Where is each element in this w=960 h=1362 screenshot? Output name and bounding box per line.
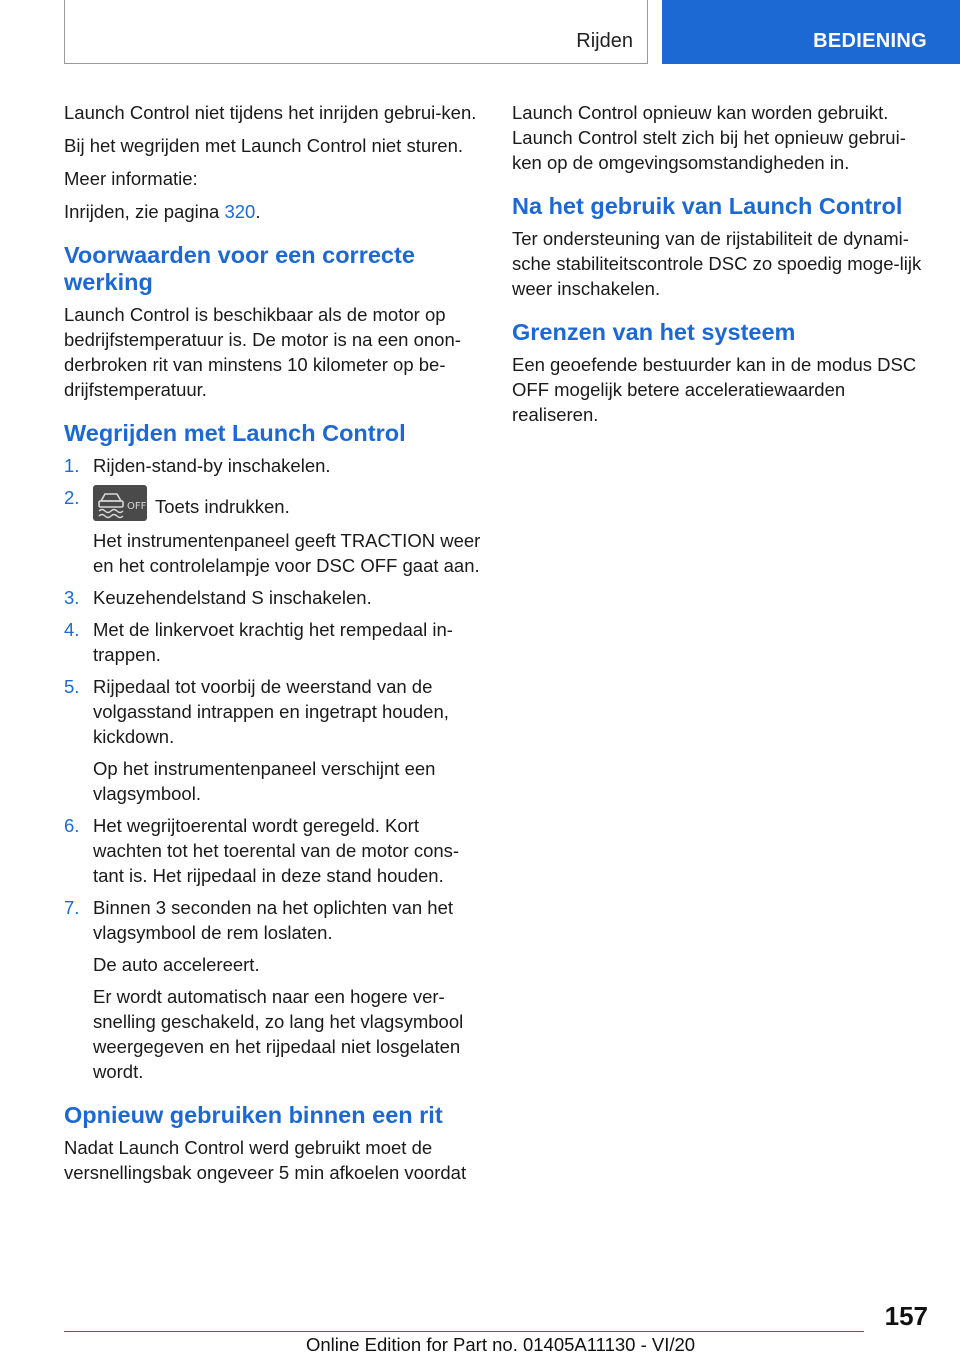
list-item <box>64 674 482 806</box>
section-heading: Grenzen van het systeem <box>512 319 796 345</box>
svg-text:OFF: OFF <box>127 501 147 512</box>
paragraph: Launch Control opnieuw kan worden gebruikt. Launch Control stelt zich bij het opnieuw gebrui‐ken op de omgevingsomstandigheden in. <box>512 102 906 173</box>
step-text: Binnen 3 seconden na het oplichten van het vlagsymbool de rem loslaten. <box>93 897 454 943</box>
step-number: 3. <box>64 587 80 608</box>
paragraph: Ter ondersteuning van de rijstabiliteit de dynami‐sche stabiliteitscontrole DSC zo spoedig moge‐lijk weer inschakelen. <box>512 228 922 299</box>
step-number: 7. <box>64 897 80 918</box>
step-number: 6. <box>64 815 80 836</box>
dsc-off-icon <box>93 485 147 521</box>
list-item <box>64 895 482 1084</box>
header-chapter-tab[interactable] <box>662 0 960 64</box>
list-item <box>64 453 482 478</box>
right-column <box>512 100 930 435</box>
left-column <box>64 100 482 1193</box>
step-list <box>64 453 482 1084</box>
section-heading: Opnieuw gebruiken binnen een rit <box>64 1102 443 1128</box>
footer-edition: Online Edition for Part no. 01405A11130 - VI/20 <box>306 1334 696 1355</box>
step-text: Rijden-stand-by inschakelen. <box>93 455 331 476</box>
paragraph: Launch Control is beschikbaar als de motor op bedrijfstemperatuur is. De motor is na een onon‐derbroken rit van minstens 10 kilometer op be‐drijfstemperatuur. <box>64 304 461 400</box>
footer-divider <box>64 1331 864 1332</box>
section-heading: Na het gebruik van Launch Control <box>512 193 903 219</box>
list-item <box>64 585 482 610</box>
step-note: De auto accelereert. <box>93 954 260 975</box>
step-number: 4. <box>64 619 80 640</box>
paragraph-text: . <box>255 201 261 222</box>
step-number: 5. <box>64 676 80 697</box>
paragraph: Een geoefende bestuurder kan in de modus DSC OFF mogelijk betere acceleratiewaarden realiseren. <box>512 354 917 425</box>
list-item <box>64 485 482 578</box>
section-heading: Wegrijden met Launch Control <box>64 420 406 446</box>
page-number: 157 <box>884 1301 928 1331</box>
step-text: Toets indrukken. <box>155 496 290 517</box>
paragraph: Launch Control niet tijdens het inrijden gebrui‐ken. <box>64 102 477 123</box>
list-item <box>64 813 482 888</box>
step-number: 1. <box>64 455 80 476</box>
header-section-title: Rijden <box>576 30 633 52</box>
paragraph: Nadat Launch Control werd gebruikt moet de versnellingsbak ongeveer 5 min afkoelen voordat <box>64 1137 467 1183</box>
paragraph: Bij het wegrijden met Launch Control niet sturen. <box>64 135 463 156</box>
step-text: Keuzehendelstand S inschakelen. <box>93 587 372 608</box>
step-text: Met de linkervoet krachtig het rempedaal in‐trappen. <box>93 619 453 665</box>
section-heading: Voorwaarden voor een correcte werking <box>64 242 415 295</box>
paragraph <box>64 199 482 224</box>
step-note: Het instrumentenpaneel geeft TRACTION weer en het controlelampje voor DSC OFF gaat aan. <box>93 530 481 576</box>
header-chapter-label: BEDIENING <box>813 30 927 52</box>
header-section-box <box>64 0 648 64</box>
page-link[interactable]: 320 <box>224 201 256 222</box>
list-item <box>64 617 482 667</box>
step-note: Er wordt automatisch naar een hogere ver‐snelling geschakeld, zo lang het vlagsymbool weergegeven en het rijpedaal niet losgelaten wordt. <box>93 986 464 1082</box>
paragraph-text: Inrijden, zie pagina <box>64 201 225 222</box>
paragraph: Meer informatie: <box>64 168 198 189</box>
step-text: Het wegrijtoerental wordt geregeld. Kort wachten tot het toerental van de motor cons‐tant is. Het rijpedaal in deze stand houden. <box>93 815 460 886</box>
step-note: Op het instrumentenpaneel verschijnt een vlagsymbool. <box>93 758 436 804</box>
step-number: 2. <box>64 487 80 508</box>
step-text: Rijpedaal tot voorbij de weerstand van de volgasstand intrappen en ingetrapt houden, kickdown. <box>93 676 449 747</box>
